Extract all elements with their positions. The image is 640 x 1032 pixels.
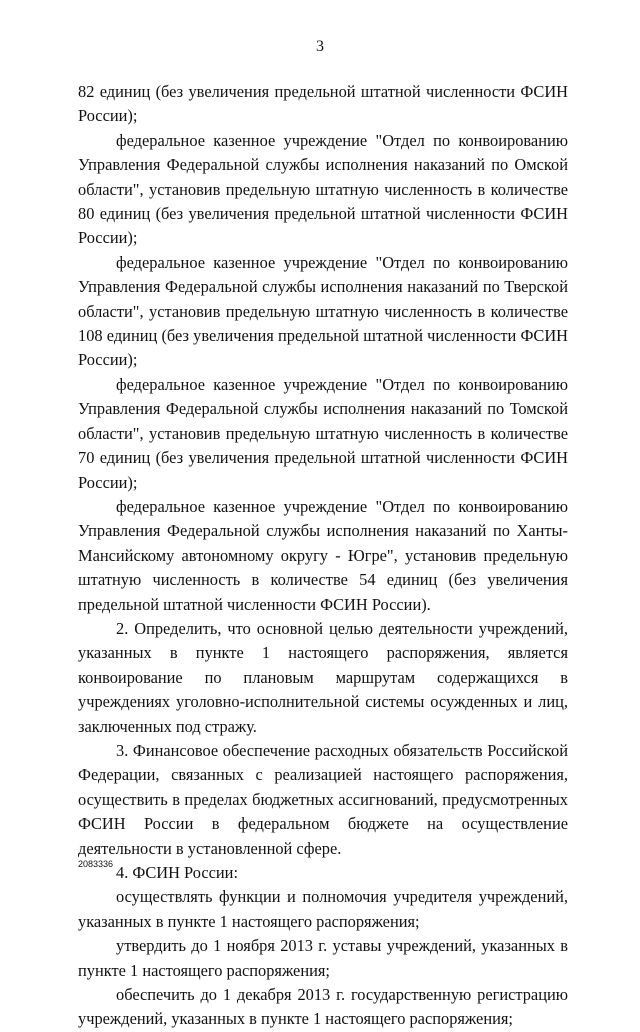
paragraph-item-3: 3. Финансовое обеспечение расходных обязательств Российской Федерации, связанных с реализацией настоящего распоряжения, осуществить в пределах бюджетных ассигнований, предусмотренных ФСИН России в федеральном бюджете на осуществление деятельности в установленной сфере. — [78, 740, 568, 858]
paragraph-tver: федеральное казенное учреждение "Отдел по конвоированию Управления Федеральной службы исполнения наказаний по Тверской области", установив предельную штатную численность в количестве 108 единиц (без увеличения предельной штатной численности ФСИН России); — [78, 252, 568, 370]
paragraph-item-4-founder: осуществлять функции и полномочия учредителя учреждений, указанных в пункте 1 настоящего распоряжения; — [78, 887, 568, 931]
paragraph-item-2: 2. Определить, что основной целью деятельности учреждений, указанных в пункте 1 настоящего распоряжения, является конвоирование по плановым маршрутам содержащихся в учреждениях уголовно-исполнительной системы осужденных и лиц, заключенных под стражу. — [78, 618, 568, 736]
paragraph-item-4-charters: утвердить до 1 ноября 2013 г. уставы учреждений, указанных в пункте 1 настоящего распоряжения; — [78, 936, 568, 980]
page-number: 3 — [316, 38, 324, 55]
paragraph-item-4-registration: обеспечить до 1 декабря 2013 г. государственную регистрацию учреждений, указанных в пункте 1 настоящего распоряжения; — [78, 985, 568, 1029]
paragraph-continuation: 82 единиц (без увеличения предельной штатной численности ФСИН России); — [78, 82, 568, 126]
paragraph-khmao: федеральное казенное учреждение "Отдел по конвоированию Управления Федеральной службы исполнения наказаний по Ханты-Мансийскому автономному округу - Югре", установив предельную штатную численность в количестве 54 единиц (без увеличения предельной штатной численности ФСИН России). — [78, 496, 568, 614]
paragraph-omsk: федеральное казенное учреждение "Отдел по конвоированию Управления Федеральной службы исполнения наказаний по Омской области", установив предельную штатную численность в количестве 80 единиц (без увеличения предельной штатной численности ФСИН России); — [78, 130, 568, 248]
footer-code: 2083336 — [78, 859, 114, 869]
paragraph-tomsk: федеральное казенное учреждение "Отдел по конвоированию Управления Федеральной службы исполнения наказаний по Томской области", установив предельную штатную численность в количестве 70 единиц (без увеличения предельной штатной численности ФСИН России); — [78, 374, 568, 492]
document-body — [78, 80, 568, 1032]
paragraph-item-4-heading: 4. ФСИН России: — [116, 863, 239, 882]
